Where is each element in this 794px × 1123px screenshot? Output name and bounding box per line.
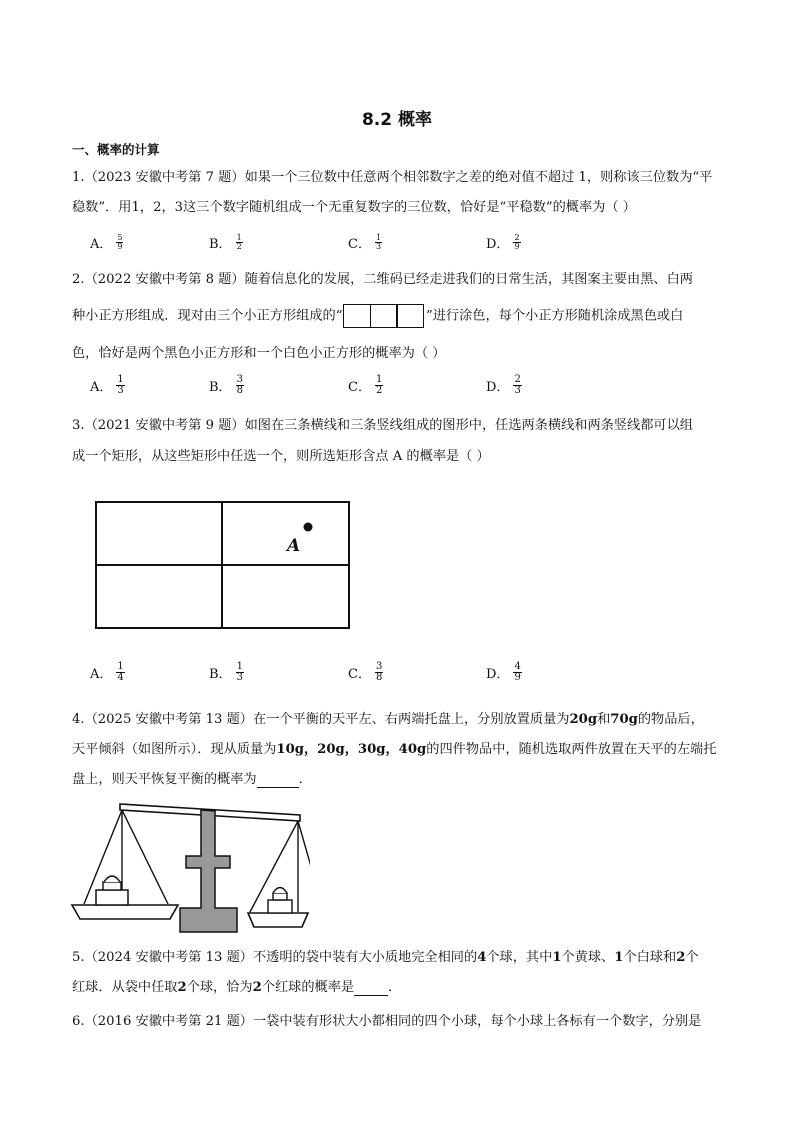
page-title: 8.2 概率 [361,110,433,130]
q3-option-b: B． $\frac{1}{3}$ [209,661,243,683]
q1-option-d: D． $\frac{2}{9}$ [486,233,520,252]
q6-line1: 6.（2016 安徽中考第 21 题）一袋中装有形状大小都相同的四个小球，每个小球上各标有一个数字，分别是 [72,1014,702,1029]
q3-option-d: D． $\frac{4}{9}$ [486,661,521,683]
point-a-label: A [287,536,301,556]
q3-line2: 成一个矩形，从这些矩形中任选一个，则所选矩形含点 A 的概率是（ ） [72,449,490,464]
grid-figure [90,496,355,634]
q4-line3: 盘上，则天平恢复平衡的概率为 ． [72,772,312,787]
q4-line2: 天平倾斜（如图所示）．现从质量为10g，20g，30g，40g的四件物品中，随机选取两件放置在天平的左端托 [72,742,717,757]
q5-line1: 5.（2024 安徽中考第 13 题）不透明的袋中装有大小质地完全相同的4个球，其中1个黄球、1个白球和2个 [72,950,699,965]
q2-line3: 色，恰好是两个黑色小正方形和一个白色小正方形的概率为（ ） [72,346,446,361]
q1-line2: 稳数”．用1，2，3这三个数字随机组成一个无重复数字的三位数，恰好是“平稳数”的概率为（ ） [72,200,636,215]
q2-line1: 2.（2022 安徽中考第 8 题）随着信息化的发展，二维码已经走进我们的日常生活，其图案主要由黑、白两 [72,272,693,287]
q2-option-b: B． $\frac{3}{8}$ [209,374,243,396]
q4-line1: 4.（2025 安徽中考第 13 题）在一个平衡的天平左、右两端托盘上，分别放置质量为20g和70g的物品后， [72,712,704,727]
q1-option-b: B． $\frac{1}{2}$ [209,233,242,252]
q3-option-a: A． $\frac{1}{4}$ [90,661,124,683]
q2-option-a: A． $\frac{1}{3}$ [90,374,124,396]
three-squares-figure [345,304,425,328]
q3-option-c: C． $\frac{3}{8}$ [348,661,383,683]
answer-blank [257,772,299,788]
q2-option-d: D． $\frac{2}{3}$ [486,374,521,396]
q2-line2: 种小正方形组成．现对由三个小正方形组成的“ ”进行涂色，每个小正方形随机涂成黑色或白 [72,304,683,328]
q1-option-c: C． $\frac{1}{3}$ [348,233,382,252]
balance-scale-figure [70,798,310,938]
point-a-dot [304,523,313,532]
q5-line2: 红球．从袋中任取2个球，恰为2个红球的概率是 ． [72,980,402,995]
q3-line1: 3.（2021 安徽中考第 9 题）如图在三条横线和三条竖线组成的图形中，任选两条横线和两条竖线都可以组 [72,418,693,433]
answer-blank [354,980,388,996]
section-heading: 一、概率的计算 [72,142,160,157]
q2-option-c: C． $\frac{1}{2}$ [348,374,383,396]
q1-option-a: A． $\frac{5}{9}$ [90,233,123,252]
q1-line1: 1.（2023 安徽中考第 7 题）如果一个三位数中任意两个相邻数字之差的绝对值不超过 1，则称该三位数为“平 [72,170,713,185]
